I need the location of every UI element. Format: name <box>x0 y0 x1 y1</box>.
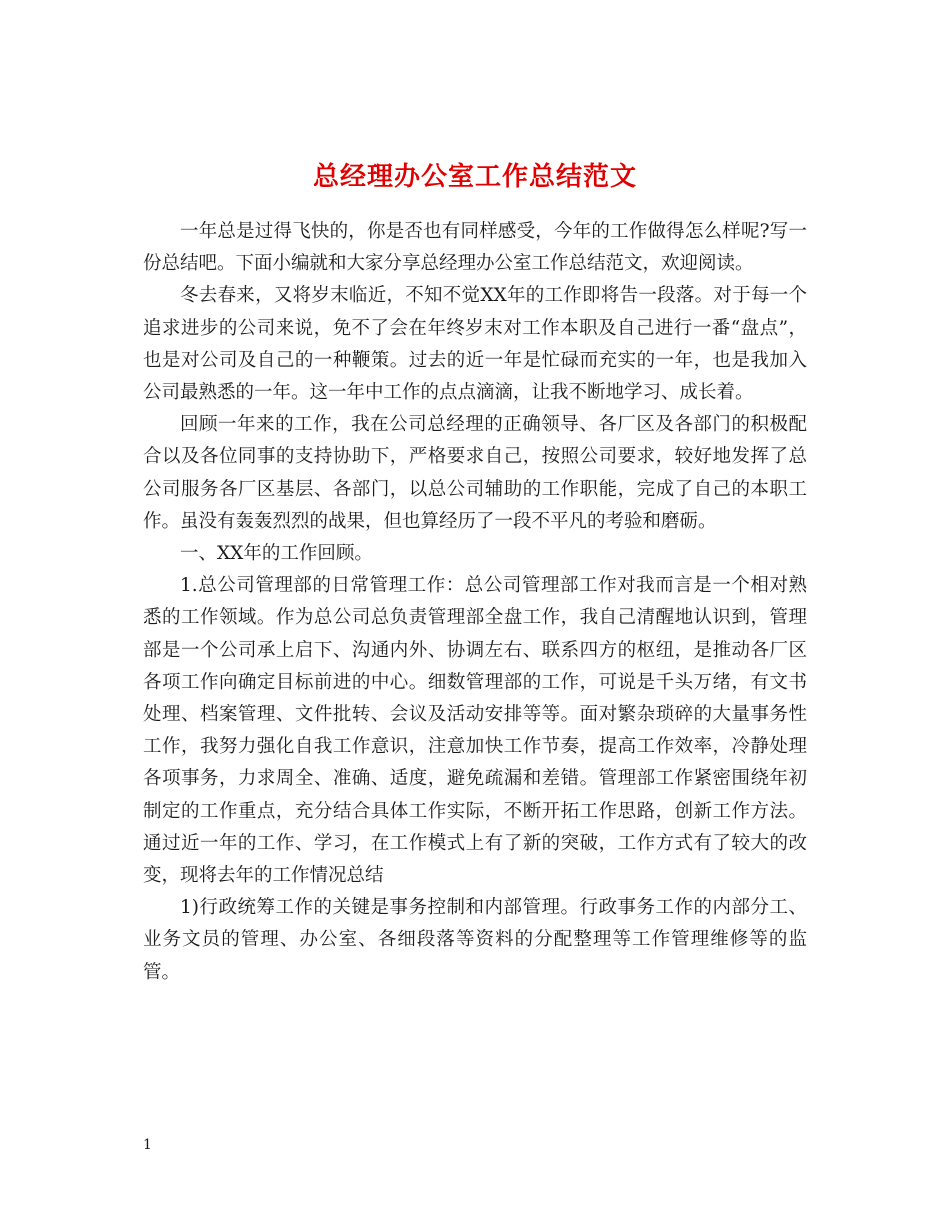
paragraph-admin-coordination: 1)行政统筹工作的关键是事务控制和内部管理。行政事务工作的内部分工、业务文员的管理、办公室、各细段落等资料的分配整理等工作管理维修等的监管。 <box>143 897 807 983</box>
page-number: 1 <box>143 1137 152 1153</box>
document-title: 总经理办公室工作总结范文 <box>312 162 637 193</box>
paragraph-year-end: 冬去春来，又将岁末临近，不知不觉XX年的工作即将告一段落。对于每一个追求进步的公司来说，免不了会在年终岁末对工作本职及自己进行一番“盘点”，也是对公司及自己的一种鞭策。过去的近一年是忙碌而充实的一年，也是我加入公司最熟悉的一年。这一年中工作的点点滴滴，让我不断地学习、成长着。 <box>143 285 807 404</box>
paragraph-management-work: 1.总公司管理部的日常管理工作：总公司管理部工作对我而言是一个相对熟悉的工作领域。作为总公司总负责管理部全盘工作，我自己清醒地认识到，管理部是一个公司承上启下、沟通内外、协调左右、联系四方的枢纽，是推动各厂区各项工作向确定目标前进的中心。细数管理部的工作，可说是千头万绪，有文书处理、档案管理、文件批转、会议及活动安排等等。面对繁杂琐碎的大量事务性工作，我努力强化自我工作意识，注意加快工作节奏，提高工作效率，冷静处理各项事务，力求周全、准确、适度，避免疏漏和差错。管理部工作紧密围绕年初制定的工作重点，充分结合具体工作实际，不断开拓工作思路，创新工作方法。通过近一年的工作、学习，在工作模式上有了新的突破，工作方式有了较大的改变，现将去年的工作情况总结 <box>143 575 807 887</box>
paragraph-intro: 一年总是过得飞快的，你是否也有同样感受，今年的工作做得怎么样呢?写一份总结吧。下面小编就和大家分享总经理办公室工作总结范文，欢迎阅读。 <box>143 221 807 275</box>
document-body <box>143 216 807 989</box>
section-heading: 一、XX年的工作回顾。 <box>180 543 373 565</box>
paragraph-review: 回顾一年来的工作，我在公司总经理的正确领导、各厂区及各部门的积极配合以及各位同事的支持协助下，严格要求自己，按照公司要求，较好地发挥了总公司服务各厂区基层、各部门，以总公司辅助的工作职能，完成了自己的本职工作。虽没有轰轰烈烈的战果，但也算经历了一段不平凡的考验和磨砺。 <box>143 414 807 532</box>
